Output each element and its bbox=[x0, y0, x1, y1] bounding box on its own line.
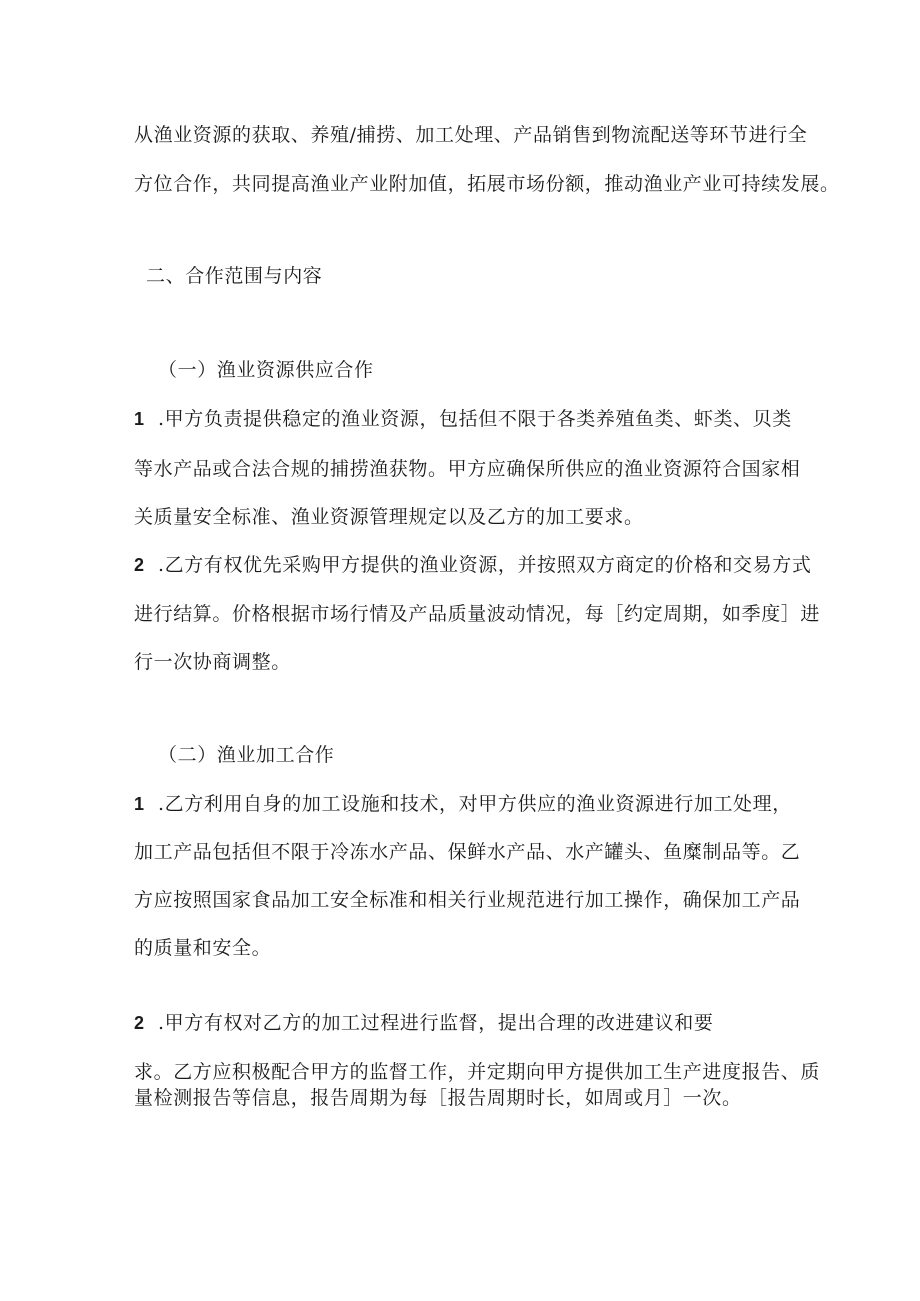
intro-line-1: 从渔业资源的获取、养殖/捕捞、加工处理、产品销售到物流配送等环节进行全 bbox=[134, 124, 808, 146]
section-heading: 二、合作范围与内容 bbox=[146, 265, 323, 287]
s1-item1-text-1: .甲方负责提供稳定的渔业资源，包括但不限于各类养殖鱼类、虾类、贝类 bbox=[158, 408, 792, 430]
s1-item2-text-1: .乙方有权优先采购甲方提供的渔业资源，并按照双方商定的价格和交易方式 bbox=[158, 554, 812, 576]
s1-item1-number: 1 bbox=[134, 409, 145, 429]
intro-line-2: 方位合作，共同提高渔业产业附加值，拓展市场份额，推动渔业产业可持续发展。 bbox=[134, 173, 840, 195]
s2-item2-line-3: 量检测报告等信息，报告周期为每［报告周期时长，如周或月］一次。 bbox=[134, 1087, 742, 1109]
s2-item2-line-1 bbox=[134, 1011, 713, 1035]
subsection-1-heading: （一）渔业资源供应合作 bbox=[158, 359, 374, 381]
s2-item1-line-2: 加工产品包括但不限于冷冻水产品、保鲜水产品、水产罐头、鱼糜制品等。乙 bbox=[134, 841, 801, 863]
s2-item2-text-1: .甲方有权对乙方的加工过程进行监督，提出合理的改进建议和要 bbox=[158, 1012, 714, 1034]
s1-item2-number: 2 bbox=[134, 555, 145, 575]
s2-item1-text-1: .乙方利用自身的加工设施和技术，对甲方供应的渔业资源进行加工处理， bbox=[158, 793, 792, 815]
s1-item1-line-1 bbox=[134, 407, 792, 431]
s1-item1-line-2: 等水产品或合法合规的捕捞渔获物。甲方应确保所供应的渔业资源符合国家相 bbox=[134, 458, 801, 480]
s2-item2-line-2: 求。乙方应积极配合甲方的监督工作，并定期向甲方提供加工生产进度报告、质 bbox=[134, 1061, 821, 1083]
s1-item2-line-2: 进行结算。价格根据市场行情及产品质量波动情况，每［约定周期，如季度］进 bbox=[134, 603, 821, 625]
s1-item2-line-3: 行一次协商调整。 bbox=[134, 651, 291, 673]
s2-item1-line-4: 的质量和安全。 bbox=[134, 937, 272, 959]
s2-item2-number: 2 bbox=[134, 1013, 145, 1033]
s1-item2-line-1 bbox=[134, 553, 811, 577]
s2-item1-line-1 bbox=[134, 792, 792, 816]
s2-item1-number: 1 bbox=[134, 794, 145, 814]
subsection-2-heading: （二）渔业加工合作 bbox=[158, 744, 335, 766]
s1-item1-line-3: 关质量安全标准、渔业资源管理规定以及乙方的加工要求。 bbox=[134, 506, 644, 528]
s2-item1-line-3: 方应按照国家食品加工安全标准和相关行业规范进行加工操作，确保加工产品 bbox=[134, 889, 801, 911]
